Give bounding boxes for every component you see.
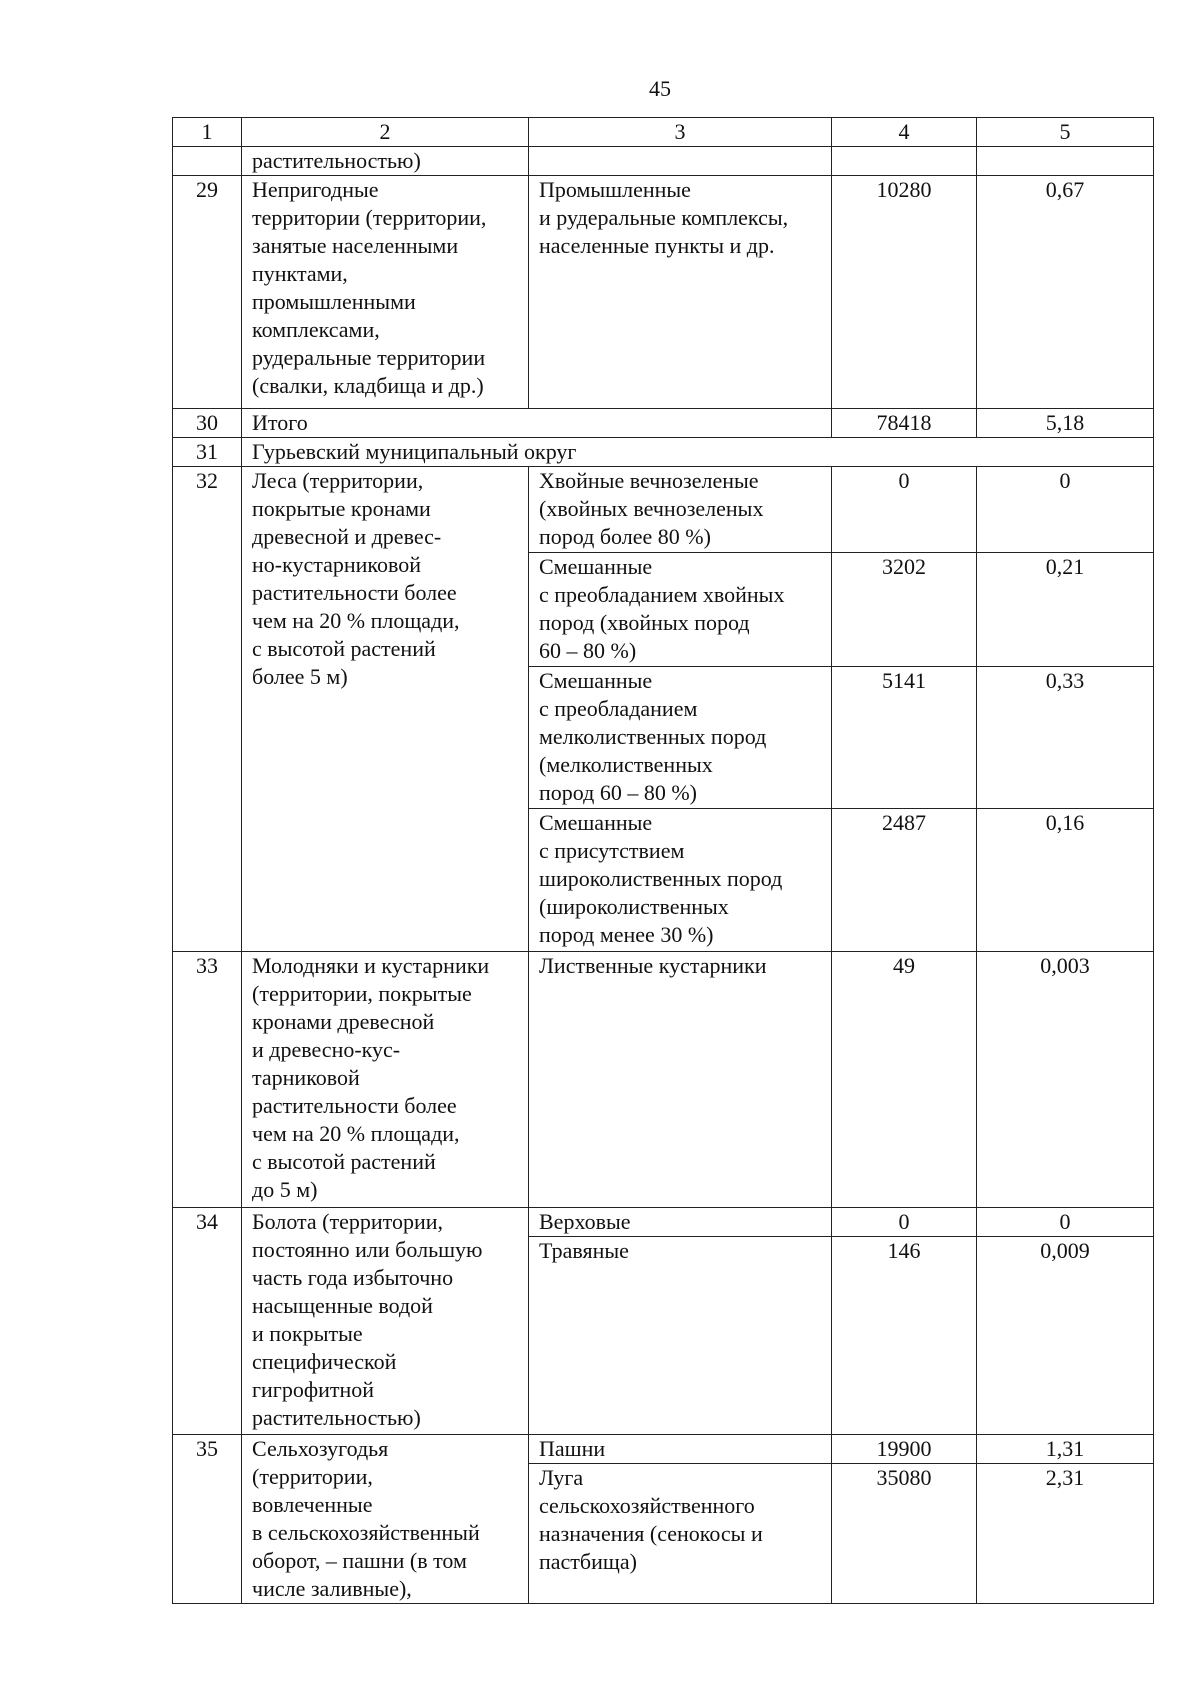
percent-cell: 2,31	[977, 1464, 1154, 1604]
type-cell: Промышленные и рудеральные комплексы, населенные пункты и др.	[529, 176, 832, 409]
area-cell: 0	[832, 467, 977, 553]
row-number: 31	[173, 438, 242, 467]
category-cell: растительностью)	[242, 147, 529, 176]
category-cell: Непригодные территории (территории, занятые населенными пунктами, промышленными комплексами, рудеральные территории (свалки, кладбища и др.)	[242, 176, 529, 409]
area-cell: 3202	[832, 553, 977, 667]
percent-cell: 0,16	[977, 809, 1154, 952]
type-cell: Луга сельскохозяйственного назначения (сенокосы и пастбища)	[529, 1464, 832, 1604]
percent-cell: 0	[977, 1208, 1154, 1237]
table-row-34	[173, 1208, 1154, 1237]
type-cell: Смешанные с преобладанием мелколиственных пород (мелколиственных пород 60 – 80 %)	[529, 667, 832, 809]
header-col-2: 2	[242, 118, 529, 147]
category-cell: Болота (территории, постоянно или большую часть года избыточно насыщенные водой и покрытые специфической гигрофитной растительностью)	[242, 1208, 529, 1435]
percent-cell: 1,31	[977, 1435, 1154, 1464]
area-cell: 35080	[832, 1464, 977, 1604]
page-number: 45	[649, 76, 671, 101]
percent-cell: 0,21	[977, 553, 1154, 667]
row-number: 32	[173, 467, 242, 952]
row-number: 34	[173, 1208, 242, 1435]
percent-cell: 0	[977, 467, 1154, 553]
row-number: 33	[173, 952, 242, 1208]
header-row	[173, 118, 1154, 147]
row-number: 35	[173, 1435, 242, 1604]
area-cell: 2487	[832, 809, 977, 952]
header-col-5: 5	[977, 118, 1154, 147]
category-cell: Сельхозугодья (территории, вовлеченные в сельскохозяйственный оборот, – пашни (в том числе заливные),	[242, 1435, 529, 1604]
type-cell: Смешанные с присутствием широколиственных пород (широколиственных пород менее 30 %)	[529, 809, 832, 952]
type-cell: Лиственные кустарники	[529, 952, 832, 1208]
percent-cell: 0,33	[977, 667, 1154, 809]
percent-cell: 0,009	[977, 1237, 1154, 1435]
table-row-31	[173, 438, 1154, 467]
district-heading: Гурьевский муниципальный округ	[242, 438, 1154, 467]
percent-cell: 5,18	[977, 409, 1154, 438]
area-cell: 10280	[832, 176, 977, 409]
table-row-32	[173, 467, 1154, 553]
table-row-29	[173, 176, 1154, 409]
area-cell: 49	[832, 952, 977, 1208]
area-cell: 5141	[832, 667, 977, 809]
area-cell: 78418	[832, 409, 977, 438]
table-row-continuation	[173, 147, 1154, 176]
total-label: Итого	[242, 409, 832, 438]
type-cell: Травяные	[529, 1237, 832, 1435]
area-cell: 146	[832, 1237, 977, 1435]
area-cell: 0	[832, 1208, 977, 1237]
type-cell: Верховые	[529, 1208, 832, 1237]
category-cell: Леса (территории, покрытые кронами древесной и древес- но-кустарниковой растительности более чем на 20 % площади, с высотой растений более 5 м)	[242, 467, 529, 952]
header-col-4: 4	[832, 118, 977, 147]
table-row-35	[173, 1435, 1154, 1464]
category-cell: Молодняки и кустарники (территории, покрытые кронами древесной и древесно-кус- тарниковой растительности более чем на 20 % площади, с высотой растений до 5 м)	[242, 952, 529, 1208]
type-cell: Пашни	[529, 1435, 832, 1464]
row-number: 30	[173, 409, 242, 438]
header-col-3: 3	[529, 118, 832, 147]
percent-cell: 0,67	[977, 176, 1154, 409]
type-cell: Смешанные с преобладанием хвойных пород (хвойных пород 60 – 80 %)	[529, 553, 832, 667]
area-cell: 19900	[832, 1435, 977, 1464]
land-cover-table	[172, 117, 1154, 1604]
type-cell: Хвойные вечнозеленые (хвойных вечнозеленых пород более 80 %)	[529, 467, 832, 553]
percent-cell: 0,003	[977, 952, 1154, 1208]
table-row-30	[173, 409, 1154, 438]
table-row-33	[173, 952, 1154, 1208]
header-col-1: 1	[173, 118, 242, 147]
row-number: 29	[173, 176, 242, 409]
